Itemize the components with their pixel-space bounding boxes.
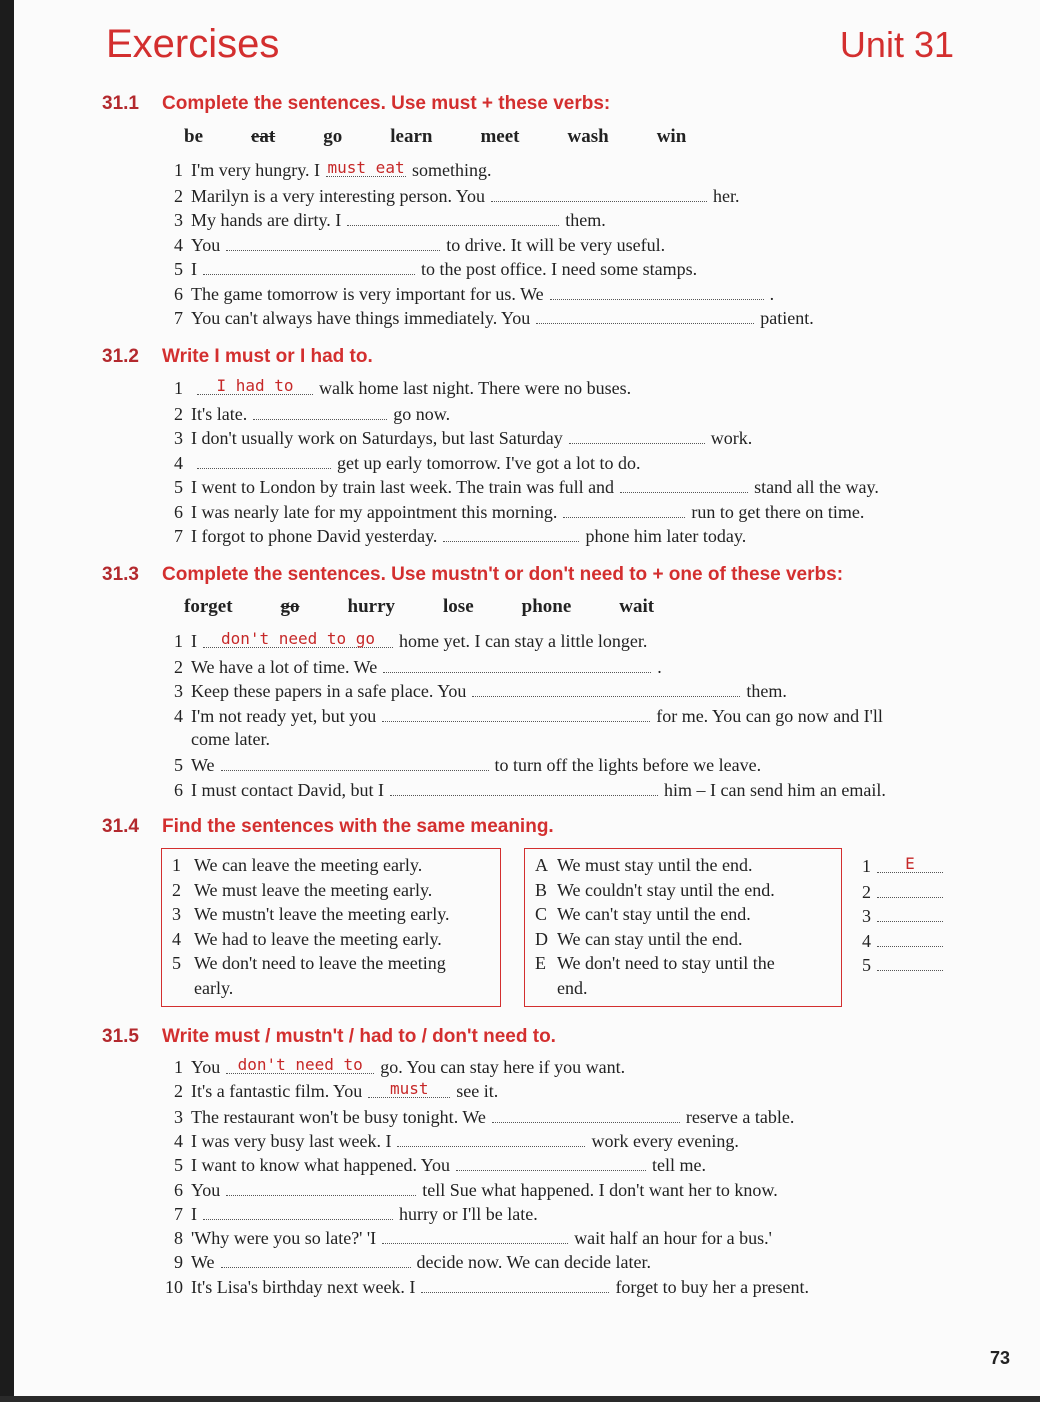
verb: go: [323, 126, 343, 147]
sentence-text: to the post office. I need some stamps.: [421, 259, 698, 279]
item-number: 7: [174, 526, 183, 546]
sentence-text: something.: [412, 160, 492, 180]
sentence-text: I was very busy last week. I: [191, 1130, 392, 1151]
answer-blank[interactable]: [368, 1081, 450, 1098]
sentence-text: It's a fantastic film. You: [191, 1081, 363, 1102]
sentence-text: I: [191, 259, 197, 279]
sentence-text: .: [769, 283, 775, 304]
box-sentence: [172, 978, 490, 1003]
scan-bottom-edge: [0, 1396, 1040, 1402]
box-sentence: [535, 953, 831, 978]
verb: learn: [390, 126, 433, 147]
sentence-line: [161, 705, 883, 727]
verb: meet: [480, 126, 520, 147]
scan-left-edge: [0, 0, 14, 1402]
sentence-text: You: [191, 234, 221, 255]
answer-blank[interactable]: [492, 1106, 680, 1123]
answer-blank[interactable]: [226, 234, 440, 251]
page-number: 73: [989, 1348, 1010, 1368]
exercise-instruction: Find the sentences with the same meaning.: [162, 816, 554, 837]
match-answer-row: [862, 930, 949, 952]
answer-blank[interactable]: [550, 283, 764, 300]
sentence-text: go. You can stay here if you want.: [380, 1057, 626, 1077]
sentence-text: him – I can send him an email.: [663, 779, 886, 800]
sentence-text: to turn off the lights before we leave.: [494, 755, 762, 775]
item-number: 1: [174, 1057, 183, 1077]
item-number: 7: [174, 1203, 183, 1224]
sentence-key: 3: [172, 904, 181, 924]
box-sentence: [535, 978, 831, 1003]
sentence-text: run to get there on time.: [691, 501, 865, 522]
answer-blank[interactable]: [382, 1227, 568, 1244]
match-answer-row: [862, 905, 949, 927]
verb: hurry: [347, 596, 396, 617]
exercise-instruction: Write must / mustn't / had to / don't need to.: [162, 1026, 556, 1047]
exercise-31-1-title: [102, 93, 610, 115]
sentence-text: wait half an hour for a bus.': [574, 1228, 772, 1249]
sentence-text: You: [191, 1057, 221, 1077]
handwritten-answer: don't need to: [237, 1055, 363, 1074]
sentence-text: decide now. We can decide later.: [416, 1252, 651, 1273]
sentence-text: The game tomorrow is very important for us. We: [191, 283, 544, 304]
answer-blank[interactable]: [197, 378, 313, 395]
sentence-line: [161, 234, 665, 256]
answer-blank[interactable]: [620, 476, 748, 493]
item-number: 8: [174, 1228, 183, 1249]
match-number: 1: [862, 856, 871, 876]
sentence-line: [161, 378, 631, 399]
verb-list-31-1: [184, 126, 734, 148]
item-number: 5: [174, 259, 183, 279]
sentence-text: phone him later today.: [585, 526, 747, 546]
match-answer-row: [862, 856, 949, 877]
sentence-text: We don't need to leave the meeting: [194, 953, 446, 973]
verb: forget: [184, 596, 233, 617]
item-number: 4: [174, 452, 183, 473]
sentence-text: We: [191, 755, 215, 775]
verb: wash: [567, 126, 609, 147]
answer-blank[interactable]: [443, 525, 579, 542]
answer-blank[interactable]: [347, 209, 559, 226]
item-number: 5: [174, 755, 183, 775]
answer-blank[interactable]: [203, 631, 393, 648]
exercise-number: 31.4: [102, 816, 139, 837]
match-answer-row: [862, 881, 949, 903]
item-number: 6: [174, 501, 183, 522]
sentence-line: [161, 476, 879, 498]
sentence-text: I'm very hungry. I: [191, 160, 321, 180]
answer-blank[interactable]: [563, 501, 685, 518]
sentence-text: stand all the way.: [754, 477, 879, 497]
sentence-line: [161, 403, 450, 425]
item-number: 2: [174, 185, 183, 206]
page-title: Exercises: [106, 22, 280, 66]
sentence-line: [161, 754, 761, 776]
sentence-text: It's late.: [191, 403, 248, 424]
box-sentence: [172, 880, 490, 905]
answer-blank[interactable]: [456, 1154, 646, 1171]
sentence-text: .: [657, 656, 662, 677]
sentence-text: I went to London by train last week. The train was full and: [191, 477, 615, 497]
item-number: 2: [174, 656, 183, 677]
sentence-key: B: [535, 879, 548, 900]
sentence-text: tell Sue what happened. I don't want her to know.: [422, 1179, 778, 1200]
sentence-text: I: [191, 1203, 197, 1224]
exercise-instruction: Complete the sentences. Use mustn't or don't need to + one of these verbs:: [162, 564, 844, 585]
sentence-text: get up early tomorrow. I've got a lot to do.: [337, 452, 641, 473]
sentence-text: We can leave the meeting early.: [194, 855, 423, 875]
match-number: 3: [862, 906, 871, 926]
match-blank[interactable]: [877, 954, 943, 971]
answer-blank[interactable]: [569, 427, 705, 444]
box-sentence: [172, 904, 490, 929]
box-sentence: [172, 855, 490, 880]
exercise-number: 31.2: [102, 346, 139, 367]
sentence-text: see it.: [456, 1081, 499, 1102]
sentence-text: I: [191, 631, 197, 651]
handwritten-answer: I had to: [216, 376, 294, 395]
answer-blank[interactable]: [226, 1179, 416, 1196]
sentence-text: to drive. It will be very useful.: [446, 234, 666, 255]
sentence-key: 1: [172, 855, 181, 875]
sentence-line: [161, 1057, 625, 1078]
answer-blank[interactable]: [397, 1130, 585, 1147]
sentence-line: [161, 1203, 538, 1225]
sentence-line: [161, 525, 746, 547]
answer-blank[interactable]: [203, 258, 415, 275]
sentence-line: [161, 1154, 706, 1176]
answer-blank[interactable]: [326, 160, 406, 177]
sentence-text: walk home last night. There were no buses.: [319, 378, 632, 398]
answer-blank[interactable]: [491, 185, 707, 202]
sentence-text: We: [191, 1252, 215, 1273]
sentence-line: [161, 307, 814, 329]
sentence-line: [161, 680, 787, 702]
answer-blank[interactable]: [197, 452, 331, 469]
sentence-text: Keep these papers in a safe place. You: [191, 681, 467, 702]
sentence-text: It's Lisa's birthday next week. I: [191, 1276, 416, 1297]
sentence-text: We couldn't stay until the end.: [557, 879, 775, 900]
answer-blank[interactable]: [390, 779, 658, 796]
answer-blank[interactable]: [382, 705, 650, 722]
sentence-text: reserve a table.: [685, 1106, 795, 1127]
sentences-box-right: [524, 848, 842, 1007]
sentence-line: [161, 1227, 772, 1249]
item-number: 1: [174, 378, 183, 398]
sentence-text: hurry or I'll be late.: [399, 1203, 538, 1224]
verb: be: [184, 126, 203, 147]
sentence-text: The restaurant won't be busy tonight. We: [191, 1106, 486, 1127]
item-number: 4: [174, 705, 183, 726]
exercise-31-3-title: [102, 564, 843, 586]
match-answer-row: [862, 954, 949, 976]
match-blank[interactable]: [877, 905, 943, 922]
sentence-text: We must leave the meeting early.: [194, 879, 433, 900]
sentence-text: early.: [194, 977, 234, 998]
sentence-text: 'Why were you so late?' 'I: [191, 1228, 377, 1249]
sentence-line: [161, 427, 752, 449]
sentence-text: home yet. I can stay a little longer.: [399, 631, 648, 651]
item-number: 6: [174, 779, 183, 800]
sentence-text: We can stay until the end.: [557, 928, 743, 949]
handwritten-answer: E: [905, 854, 915, 873]
sentence-line: [161, 631, 647, 652]
match-blank[interactable]: [877, 881, 943, 898]
item-number: 4: [174, 1130, 183, 1151]
sentence-text: work.: [710, 428, 753, 448]
answer-blank[interactable]: [203, 1203, 393, 1220]
sentence-text: go now.: [393, 403, 451, 424]
sentence-line: [161, 656, 662, 678]
box-sentence: [172, 929, 490, 954]
sentence-key: C: [535, 904, 548, 924]
sentence-key: A: [535, 855, 548, 875]
answer-blank[interactable]: [253, 403, 387, 420]
box-sentence: [535, 929, 831, 954]
exercise-instruction: Complete the sentences. Use must + these verbs:: [162, 93, 611, 114]
sentence-line: [161, 779, 886, 801]
sentences-box-left: [161, 848, 501, 1007]
sentence-text: tell me.: [651, 1155, 706, 1176]
workbook-page: [14, 0, 1040, 1396]
answer-blank[interactable]: [383, 656, 651, 673]
sentence-line: [161, 185, 739, 207]
sentence-text: come later.: [191, 729, 270, 750]
sentence-key: 2: [172, 879, 181, 900]
item-number: 1: [174, 160, 183, 180]
sentence-text: patient.: [760, 308, 814, 328]
sentence-key: D: [535, 928, 548, 949]
verb-crossed: go: [280, 596, 300, 617]
exercise-number: 31.5: [102, 1026, 139, 1047]
sentence-text: We had to leave the meeting early.: [194, 928, 442, 949]
verb: phone: [521, 596, 572, 617]
sentence-text: them.: [746, 681, 787, 702]
sentence-text: We must stay until the end.: [557, 855, 753, 875]
answer-blank[interactable]: [221, 754, 489, 771]
sentence-text: Marilyn is a very interesting person. You: [191, 185, 485, 206]
exercise-31-4-title: [102, 816, 554, 838]
sentence-line: [161, 1251, 651, 1273]
sentence-text: forget to buy her a present.: [615, 1276, 810, 1297]
sentence-text: We have a lot of time. We: [191, 656, 378, 677]
sentence-text: for me. You can go now and I'll: [656, 705, 883, 726]
sentence-text: We mustn't leave the meeting early.: [194, 904, 450, 924]
item-number: 3: [174, 428, 183, 448]
sentence-text: I want to know what happened. You: [191, 1155, 450, 1176]
verb: lose: [443, 596, 474, 617]
item-number: 10: [165, 1276, 183, 1297]
unit-label: Unit 31: [839, 24, 954, 65]
verb: win: [656, 126, 687, 147]
sentence-text: them.: [565, 210, 606, 230]
sentence-text: We can't stay until the end.: [557, 904, 751, 924]
match-number: 2: [862, 881, 871, 902]
exercise-31-5-title: [102, 1026, 556, 1048]
sentence-text: end.: [557, 977, 588, 998]
sentence-text: I forgot to phone David yesterday.: [191, 526, 438, 546]
box-sentence: [535, 855, 831, 880]
item-number: 3: [174, 681, 183, 702]
answer-blank[interactable]: [536, 307, 754, 324]
sentence-line: [161, 283, 774, 305]
item-number: 7: [174, 308, 183, 328]
handwritten-answer: must: [389, 1079, 429, 1099]
item-number: 1: [174, 631, 183, 651]
sentence-line: [161, 1106, 794, 1128]
item-number: 4: [174, 234, 183, 255]
sentence-line: [161, 209, 606, 231]
sentence-text: You: [191, 1179, 221, 1200]
item-number: 2: [174, 1081, 183, 1102]
sentence-line: [161, 452, 641, 474]
sentence-key: 5: [172, 953, 181, 973]
sentence-line: [161, 1179, 778, 1201]
sentence-line: [161, 1276, 809, 1298]
sentence-text: I don't usually work on Saturdays, but last Saturday: [191, 428, 563, 448]
sentence-text: My hands are dirty. I: [191, 210, 342, 230]
box-sentence: [535, 880, 831, 905]
item-number: 6: [174, 283, 183, 304]
sentence-text: I must contact David, but I: [191, 779, 384, 800]
box-sentence: [172, 953, 490, 978]
handwritten-answer: must eat: [327, 158, 405, 177]
sentence-text: You can't always have things immediately. You: [191, 308, 531, 328]
match-blank[interactable]: [877, 856, 943, 873]
item-number: 5: [174, 1155, 183, 1176]
verb: wait: [619, 596, 655, 617]
sentence-key: E: [535, 953, 546, 973]
sentence-line: [161, 1081, 498, 1102]
sentence-line: [161, 160, 492, 181]
sentence-text: I was nearly late for my appointment this morning.: [191, 501, 558, 522]
match-number: 5: [862, 955, 871, 975]
sentence-text: I'm not ready yet, but you: [191, 705, 377, 726]
exercise-number: 31.1: [102, 93, 139, 114]
answer-blank[interactable]: [226, 1057, 374, 1074]
item-number: 9: [174, 1252, 183, 1273]
item-number: 3: [174, 1106, 183, 1127]
sentence-line: [161, 501, 864, 523]
exercise-instruction: Write I must or I had to.: [162, 346, 373, 367]
item-number: 2: [174, 403, 183, 424]
exercise-31-2-title: [102, 346, 373, 368]
sentence-line: [161, 258, 697, 280]
sentence-line: [161, 1130, 739, 1152]
sentence-line: [161, 729, 270, 750]
item-number: 5: [174, 477, 183, 497]
box-sentence: [535, 904, 831, 929]
sentence-key: 4: [172, 928, 181, 949]
answer-blank[interactable]: [221, 1251, 411, 1268]
sentence-text: her.: [712, 185, 740, 206]
handwritten-answer: don't need to go: [220, 629, 376, 648]
match-blank[interactable]: [877, 930, 943, 947]
sentence-text: work every evening.: [591, 1130, 739, 1151]
answer-blank[interactable]: [421, 1276, 609, 1293]
exercise-number: 31.3: [102, 564, 139, 585]
item-number: 6: [174, 1179, 183, 1200]
item-number: 3: [174, 210, 183, 230]
verb-crossed: eat: [251, 126, 276, 147]
sentence-text: We don't need to stay until the: [557, 953, 775, 973]
verb-list-31-3: [184, 596, 702, 618]
answer-blank[interactable]: [472, 680, 740, 697]
match-number: 4: [862, 930, 871, 951]
